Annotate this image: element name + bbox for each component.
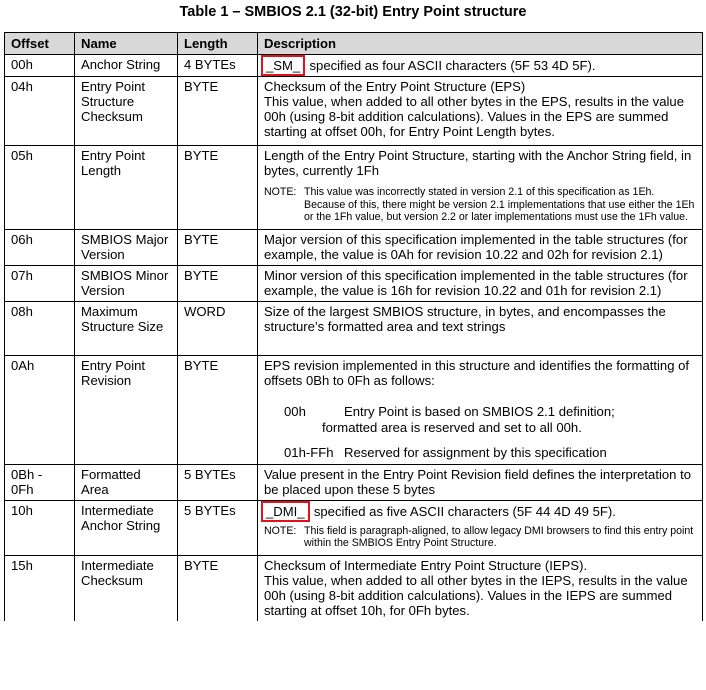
cell-name: Entry Point Length — [75, 146, 178, 230]
description-text: This value, when added to all other bytes in the EPS, results in the value 00h (using 8-bit addition calculations). Values in the EPS are summed starting at offset 00h, for Entry Point Length bytes. — [264, 94, 684, 139]
header-description: Description — [258, 33, 703, 55]
highlighted-anchor-sm: _SM_ — [266, 58, 301, 73]
cell-length: 5 BYTEs — [178, 464, 258, 500]
description-text: , specified as four ASCII characters (5F 53 4D 5F). — [302, 58, 596, 73]
cell-offset: 07h — [5, 265, 75, 301]
cell-length: BYTE — [178, 355, 258, 464]
table-row — [5, 77, 703, 146]
value-key: 01h-FFh — [284, 444, 334, 460]
cell-name: Entry Point Structure Checksum — [75, 77, 178, 146]
cell-description: Value present in the Entry Point Revision field defines the interpretation to be placed upon these 5 bytes — [258, 464, 703, 500]
header-length: Length — [178, 33, 258, 55]
cell-name: Anchor String — [75, 55, 178, 77]
cell-name: Formatted Area — [75, 464, 178, 500]
cell-offset: 0Bh - 0Fh — [5, 464, 75, 500]
description-text: This value, when added to all other bytes in the IEPS, results in the value 00h (using 8-bit addition calculations). Values in the IEPS are summed starting at offset 10h, for 0Fh bytes. — [264, 572, 688, 618]
note — [264, 186, 696, 224]
cell-length: BYTE — [178, 555, 258, 621]
header-offset: Offset — [5, 33, 75, 55]
description-text: Checksum of Intermediate Entry Point Structure (IEPS). — [264, 557, 588, 573]
cell-name: Entry Point Revision — [75, 355, 178, 464]
cell-description — [258, 555, 703, 621]
cell-length: WORD — [178, 301, 258, 355]
table-row — [5, 301, 703, 355]
cell-offset: 00h — [5, 55, 75, 77]
cell-name: SMBIOS Major Version — [75, 229, 178, 265]
table-header-row — [5, 33, 703, 55]
cell-length: BYTE — [178, 265, 258, 301]
cell-description — [258, 146, 703, 230]
value-meaning: formatted area is reserved and set to all 00h. — [322, 419, 582, 435]
value-key: 00h — [284, 403, 306, 419]
note — [264, 525, 696, 550]
note-label: NOTE: — [264, 524, 297, 537]
cell-length: BYTE — [178, 229, 258, 265]
table-row — [5, 229, 703, 265]
entry-point-table — [4, 32, 703, 621]
table-row — [5, 55, 703, 77]
cell-description — [258, 500, 703, 555]
description-text: Length of the Entry Point Structure, starting with the Anchor String field, in bytes, currently 1Fh — [264, 148, 692, 178]
cell-offset: 10h — [5, 500, 75, 555]
cell-description: Size of the largest SMBIOS structure, in bytes, and encompasses the structure’s formatted area and text strings — [258, 301, 703, 355]
cell-offset: 08h — [5, 301, 75, 355]
value-meaning: Reserved for assignment by this specification — [344, 444, 607, 460]
cell-name: SMBIOS Minor Version — [75, 265, 178, 301]
description-text: , specified as five ASCII characters (5F 44 4D 49 5F). — [306, 503, 616, 519]
cell-name: Maximum Structure Size — [75, 301, 178, 355]
cell-description — [258, 355, 703, 464]
cell-length: 5 BYTEs — [178, 500, 258, 555]
cell-description: Minor version of this specification implemented in the table structures (for example, the value is 16h for revision 10.22 and 01h for revision 2.1) — [258, 265, 703, 301]
description-text: EPS revision implemented in this structure and identifies the formatting of offsets 0Bh to 0Fh as follows: — [264, 357, 690, 388]
highlighted-anchor-dmi: _DMI_ — [266, 503, 305, 519]
cell-offset: 0Ah — [5, 355, 75, 464]
cell-length: 4 BYTEs — [178, 55, 258, 77]
description-text: Checksum of the Entry Point Structure (EPS) — [264, 79, 526, 94]
table-row — [5, 464, 703, 500]
cell-length: BYTE — [178, 77, 258, 146]
cell-description: Major version of this specification implemented in the table structures (for example, the value is 0Ah for revision 10.22 and 02h for revision 2.1) — [258, 229, 703, 265]
table-row — [5, 555, 703, 621]
cell-name: Intermediate Anchor String — [75, 500, 178, 555]
value-meaning: Entry Point is based on SMBIOS 2.1 definition; — [344, 403, 615, 419]
note-label: NOTE: — [264, 186, 297, 198]
note-text: This field is paragraph-aligned, to allow legacy DMI browsers to find this entry point within the SMBIOS Entry Point Structure. — [304, 524, 694, 549]
cell-name: Intermediate Checksum — [75, 555, 178, 621]
value-definition — [264, 404, 696, 419]
table-row — [5, 355, 703, 464]
cell-offset: 15h — [5, 555, 75, 621]
cell-description — [258, 77, 703, 146]
table-row — [5, 500, 703, 555]
cell-offset: 06h — [5, 229, 75, 265]
table-title: Table 1 – SMBIOS 2.1 (32-bit) Entry Point structure — [179, 4, 527, 20]
table-row — [5, 265, 703, 301]
cell-description — [258, 55, 703, 77]
table-row — [5, 146, 703, 230]
cell-length: BYTE — [178, 146, 258, 230]
note-text: This value was incorrectly stated in version 2.1 of this specification as 1Eh. Because of this, there might be version 2.1 implementations that use either the 1Eh or the 1Fh value, but version 2.2 or later implementations must use the 1Fh value. — [304, 186, 695, 223]
value-definition — [264, 445, 696, 460]
cell-offset: 05h — [5, 146, 75, 230]
cell-offset: 04h — [5, 77, 75, 146]
header-name: Name — [75, 33, 178, 55]
